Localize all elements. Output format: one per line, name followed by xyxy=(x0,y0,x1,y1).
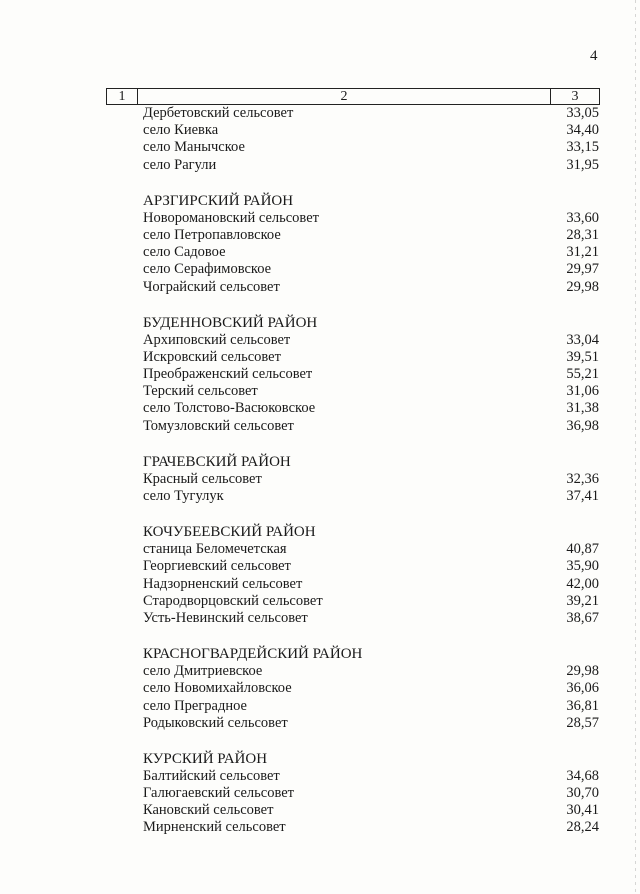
locality-name: Чограйский сельсовет xyxy=(143,278,280,295)
locality-value: 33,04 xyxy=(566,331,599,348)
locality-value: 35,90 xyxy=(566,558,599,575)
table-row xyxy=(143,122,599,139)
locality-name: Усть-Невинский сельсовет xyxy=(143,609,308,626)
district-title: КОЧУБЕЕВСКИЙ РАЙОН xyxy=(143,524,316,541)
district-title: БУДЕННОВСКИЙ РАЙОН xyxy=(143,314,318,331)
district-title: КУРСКИЙ РАЙОН xyxy=(143,750,268,767)
locality-value: 28,57 xyxy=(566,714,599,731)
table-row xyxy=(143,819,599,836)
table-row xyxy=(143,802,599,819)
locality-value: 36,81 xyxy=(566,697,599,714)
document-body xyxy=(143,105,599,837)
locality-value: 33,05 xyxy=(566,105,599,121)
locality-name: село Петропавловское xyxy=(143,226,281,243)
table-row xyxy=(143,610,599,627)
locality-name: село Толстово-Васюковское xyxy=(143,400,316,417)
table-row xyxy=(143,244,599,261)
locality-value: 29,97 xyxy=(566,261,599,278)
locality-name: Галюгаевский сельсовет xyxy=(143,785,294,802)
locality-name: село Тугулук xyxy=(143,488,224,504)
locality-value: 31,38 xyxy=(566,400,599,417)
locality-name: село Серафимовское xyxy=(143,261,272,278)
locality-name: село Рагули xyxy=(143,156,217,173)
table-row xyxy=(143,558,599,575)
locality-name: Красный сельсовет xyxy=(143,470,262,487)
district-title: АРЗГИРСКИЙ РАЙОН xyxy=(143,192,294,209)
table-row xyxy=(143,680,599,697)
locality-value: 33,60 xyxy=(566,209,599,226)
locality-name: Мирненский сельсовет xyxy=(143,819,286,836)
locality-name: Томузловский сельсовет xyxy=(143,417,294,434)
locality-value: 55,21 xyxy=(566,366,599,383)
district-title: КРАСНОГВАРДЕЙСКИЙ РАЙОН xyxy=(143,646,363,663)
locality-value: 40,87 xyxy=(566,541,599,558)
district-section xyxy=(143,645,599,732)
locality-name: село Киевка xyxy=(143,122,219,139)
locality-value: 33,15 xyxy=(566,139,599,156)
locality-value: 28,31 xyxy=(566,226,599,243)
locality-value: 34,68 xyxy=(566,767,599,784)
district-section xyxy=(143,192,599,296)
locality-value: 31,06 xyxy=(566,383,599,400)
locality-value: 29,98 xyxy=(566,278,599,295)
locality-name: Терский сельсовет xyxy=(143,383,258,400)
locality-value: 37,41 xyxy=(566,488,599,504)
scan-edge-artifact xyxy=(635,0,636,894)
table-row xyxy=(143,210,599,227)
table-row xyxy=(143,488,599,505)
table-row xyxy=(143,698,599,715)
table-row xyxy=(143,400,599,417)
table-row xyxy=(143,541,599,558)
table-row xyxy=(143,768,599,785)
locality-name: станица Беломечетская xyxy=(143,541,287,558)
table-row xyxy=(143,418,599,435)
locality-name: Георгиевский сельсовет xyxy=(143,558,291,575)
locality-name: Дербетовский сельсовет xyxy=(143,105,294,121)
header-col-1: 1 xyxy=(107,89,138,104)
district-section xyxy=(143,750,599,837)
header-col-2: 2 xyxy=(138,89,551,104)
table-row xyxy=(143,332,599,349)
table-row xyxy=(143,227,599,244)
header-col-3: 3 xyxy=(571,89,579,104)
locality-name: село Дмитриевское xyxy=(143,663,263,680)
locality-name: село Садовое xyxy=(143,244,226,261)
table-header xyxy=(106,88,600,105)
locality-name: Родыковский сельсовет xyxy=(143,714,288,731)
locality-name: Стародворцовский сельсовет xyxy=(143,592,323,609)
table-row xyxy=(143,383,599,400)
page-number: 4 xyxy=(590,48,598,64)
locality-value: 39,21 xyxy=(566,592,599,609)
table-row xyxy=(143,105,599,122)
district-section xyxy=(143,453,599,505)
locality-value: 31,21 xyxy=(566,244,599,261)
table-row xyxy=(143,576,599,593)
table-row xyxy=(143,366,599,383)
locality-value: 34,40 xyxy=(566,122,599,139)
locality-name: Новоромановский сельсовет xyxy=(143,209,319,226)
table-row xyxy=(143,349,599,366)
locality-name: Искровский сельсовет xyxy=(143,348,281,365)
locality-name: Кановский сельсовет xyxy=(143,802,274,819)
locality-value: 30,41 xyxy=(566,802,599,819)
locality-name: село Манычское xyxy=(143,139,245,156)
locality-value: 30,70 xyxy=(566,785,599,802)
locality-name: Преображенский сельсовет xyxy=(143,366,313,383)
locality-value: 39,51 xyxy=(566,348,599,365)
district-title: ГРАЧЕВСКИЙ РАЙОН xyxy=(143,453,291,470)
locality-value: 38,67 xyxy=(566,609,599,626)
district-section xyxy=(143,523,599,627)
table-row xyxy=(143,471,599,488)
district-sections xyxy=(143,192,599,837)
table-row xyxy=(143,593,599,610)
locality-name: Архиповский сельсовет xyxy=(143,331,291,348)
locality-value: 31,95 xyxy=(566,156,599,173)
locality-value: 36,06 xyxy=(566,680,599,697)
table-row xyxy=(143,261,599,278)
district-section xyxy=(143,314,599,435)
table-row xyxy=(143,715,599,732)
locality-value: 32,36 xyxy=(566,470,599,487)
table-row xyxy=(143,663,599,680)
table-row xyxy=(143,279,599,296)
table-row xyxy=(143,785,599,802)
locality-value: 36,98 xyxy=(566,417,599,434)
locality-name: Балтийский сельсовет xyxy=(143,767,280,784)
locality-name: Надзорненский сельсовет xyxy=(143,575,303,592)
table-row xyxy=(143,139,599,156)
locality-name: село Новомихайловское xyxy=(143,680,292,697)
locality-value: 42,00 xyxy=(566,575,599,592)
locality-value: 29,98 xyxy=(566,663,599,680)
locality-name: село Преградное xyxy=(143,697,247,714)
intro-rows xyxy=(143,105,599,174)
locality-value: 28,24 xyxy=(566,819,599,836)
table-row xyxy=(143,157,599,174)
